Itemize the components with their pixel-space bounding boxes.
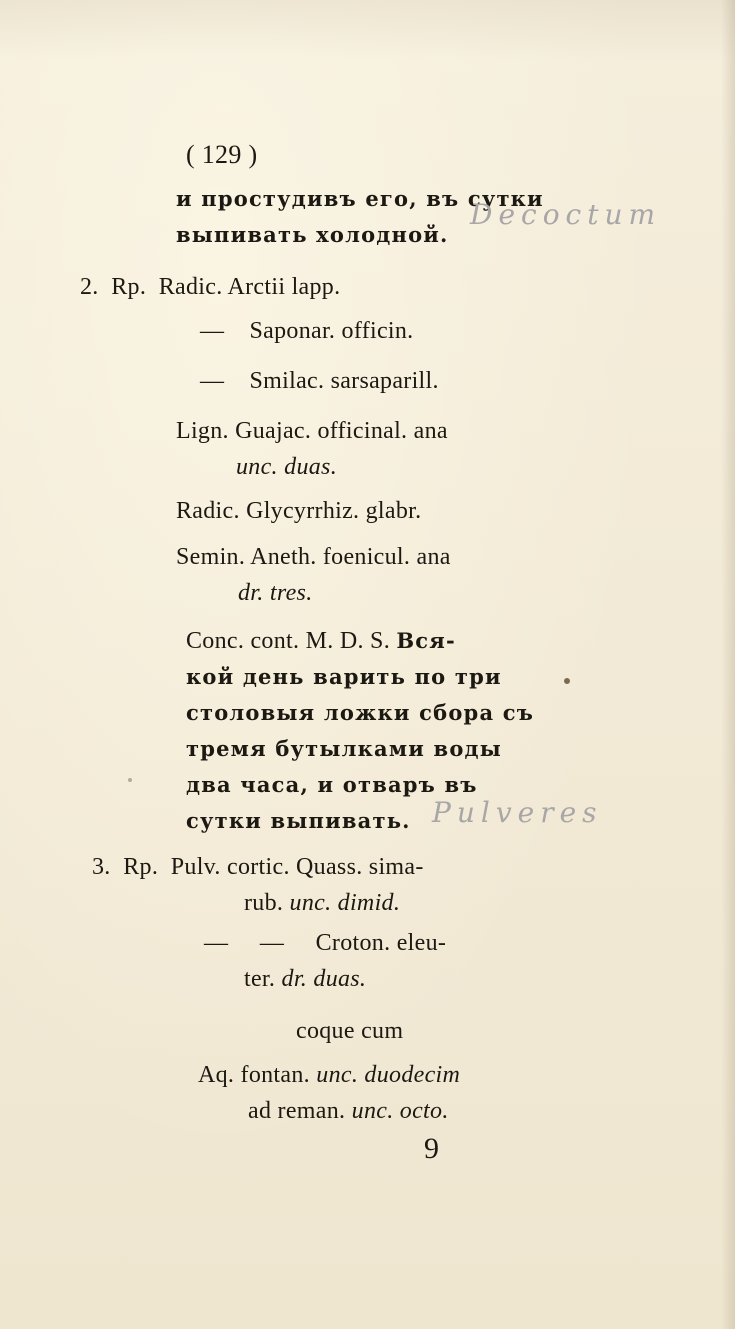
recipe-heading [80,272,340,302]
ingredient-line: — Saponar. officin. [200,318,414,344]
handwritten-margin-note: Decoctum [470,198,662,231]
page-number-header: ( 129 ) [186,140,258,169]
page-top-shading [0,0,735,60]
dose-line: unc. duas. [236,454,337,480]
instruction-line: кой день варить по три [186,664,502,689]
instruction-line: тремя бутылками воды [186,736,502,761]
recipe-rx: Rp. [111,274,147,300]
signature-mark: 9 [424,1132,440,1165]
instruction-line: coque cum [296,1018,404,1044]
recipe-rx: Rp. [123,854,159,880]
ingredient-line: ter. dr. duas. [244,966,367,992]
text-line: и простудивъ его, въ сутки [176,186,544,211]
instruction-line: столовыя ложки сбора съ [186,700,535,725]
recipe-ingredient: Pulv. cortic. Quass. sima- [170,854,424,880]
ingredient-line: Aq. fontan. unc. duodecim [198,1062,461,1088]
recipe-heading [92,852,424,882]
ingredient-line: — Smilac. sarsaparill. [200,368,439,394]
ingredient-line: Semin. Aneth. foenicul. ana [176,544,451,570]
handwritten-margin-note: Pulveres [432,796,603,829]
text-line: выпивать холодной. [176,222,449,247]
ink-speck [564,678,570,684]
ingredient-line: rub. unc. dimid. [244,890,401,916]
recipe-ingredient: Radic. Arctii lapp. [158,274,341,300]
recipe-number: 3. [92,854,111,880]
instruction-line: сутки выпивать. [186,808,411,833]
ink-speck [128,778,132,782]
ingredient-line: Lign. Guajac. officinal. ana [176,418,448,444]
ingredient-line: Radic. Glycyrrhiz. glabr. [176,498,422,524]
dose-line: dr. tres. [238,580,313,606]
ingredient-line: ad reman. unc. octo. [248,1098,449,1124]
ingredient-line: — — Croton. eleu- [204,930,447,956]
recipe-number: 2. [80,274,99,300]
instruction-line: Conc. cont. M. D. S. Вся- [186,628,456,654]
instruction-line: два часа, и отваръ въ [186,772,478,797]
page-edge-shading [721,0,735,1329]
